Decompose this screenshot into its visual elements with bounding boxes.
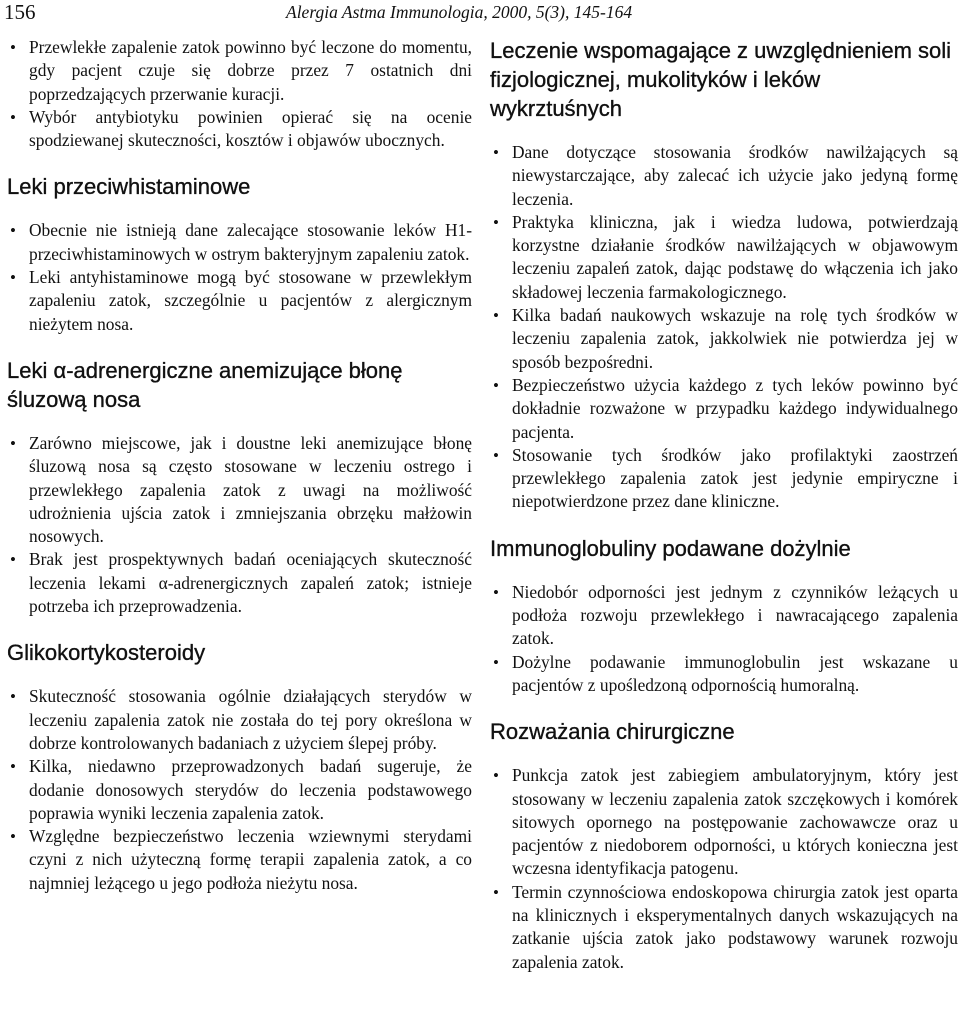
bullet-icon: • [10, 687, 16, 707]
surgical-list [490, 764, 958, 974]
section-heading-decongestants: Leki α-adrenergiczne anemizujące błonę śluzową nosa [7, 357, 403, 412]
left-column [7, 36, 472, 895]
list-item: • Praktyka kliniczna, jak i wiedza ludowa, potwierdzają korzystne działanie środków nawilżających w objawowym leczeniu zapaleń zatok, dając podstawę do włączenia ich jako składowej leczenia farmakologicznego. [493, 211, 958, 302]
section-heading-corticosteroids: Glikokortykosteroidy [7, 640, 206, 666]
bullet-icon: • [493, 212, 499, 232]
list-item: • Kilka badań naukowych wskazuje na rolę tych środków w leczeniu zapalenia zatok, jakkolwiek nie potwierdza jej w sposób bezpośredni. [493, 305, 958, 372]
bullet-icon: • [493, 306, 499, 326]
corticosteroids-list [7, 685, 472, 895]
page-number: 156 [4, 0, 36, 24]
list-item: • Punkcja zatok jest zabiegiem ambulatoryjnym, który jest stosowany w leczeniu zapalenia zatok szczękowych i komórek sitowych opornego na postępowanie zachowawcze oraz u pacjentów z niedoborem odporności, u których konieczna jest wczesna identyfikacja patogenu. [493, 765, 958, 879]
list-item: • Zarówno miejscowe, jak i doustne leki anemizujące błonę śluzową nosa są często stosowane w leczeniu ostrego i przewlekłego zapalenia zatok z uwagi na możliwość udrożnienia ujścia zatok i zmniejszania obrzęku małżowin nosowych. [10, 432, 472, 547]
bullet-icon: • [493, 652, 499, 672]
right-column [490, 36, 958, 974]
immunoglobulins-list [490, 581, 958, 697]
list-item: • Stosowanie tych środków jako profilaktyki zaostrzeń przewlekłego zapalenia zatok jest jedynie empiryczne i niepotwierdzone przez dane kliniczne. [493, 444, 958, 512]
intro-list [7, 36, 472, 152]
running-head: Alergia Astma Immunologia, 2000, 5(3), 145-164 [286, 2, 633, 22]
list-item: • Bezpieczeństwo użycia każdego z tych leków powinno być dokładnie rozważone w przypadku każdego indywidualnego pacjenta. [493, 374, 958, 442]
list-item: • Skuteczność stosowania ogólnie działających sterydów w leczeniu zapalenia zatok nie została do tej pory określona w dobrze kontrolowanych badaniach z użyciem ślepej próby. [10, 686, 472, 753]
decongestants-list [7, 432, 472, 618]
list-item: • Dożylne podawanie immunoglobulin jest wskazane u pacjentów z upośledzoną odpornością humoralną. [493, 651, 958, 695]
bullet-icon: • [493, 143, 499, 162]
list-item: • Niedobór odporności jest jednym z czynników leżących u podłoża rozwoju przewlekłego i nawracającego zapalenia zatok. [493, 581, 958, 649]
section-heading-surgical: Rozważania chirurgiczne [490, 719, 735, 745]
section-heading-antihistamines: Leki przeciwhistaminowe [7, 174, 251, 200]
list-item: • Leki antyhistaminowe mogą być stosowane w przewlekłym zapaleniu zatok, szczególnie u pacjentów z alergicznym nieżytem nosa. [10, 267, 472, 334]
bullet-icon: • [10, 221, 16, 241]
bullet-icon: • [10, 757, 16, 777]
bullet-icon: • [493, 766, 499, 786]
bullet-icon: • [493, 582, 499, 602]
bullet-icon: • [493, 445, 499, 465]
bullet-icon: • [10, 107, 16, 127]
list-item: • Termin czynnościowa endoskopowa chirurgia zatok jest oparta na klinicznych i eksperymentalnych danych wskazujących na zatkanie ujścia zatok jako podstawowy warunek rozwoju zapalenia zatok. [493, 881, 958, 972]
bullet-icon: • [10, 38, 16, 57]
section-heading-supportive: Leczenie wspomagające z uwzględnieniem soli fizjologicznej, mukolityków i leków wykrztuśnych [490, 38, 952, 121]
bullet-icon: • [10, 827, 16, 847]
list-item: • Przewlekłe zapalenie zatok powinno być leczone do momentu, gdy pacjent czuje się dobrze przez 7 ostatnich dni poprzedzających przerwanie kuracji. [10, 37, 472, 104]
list-item: • Wybór antybiotyku powinien opierać się na ocenie spodziewanej skuteczności, kosztów i objawów ubocznych. [10, 106, 472, 151]
list-item: • Obecnie nie istnieją dane zalecające stosowanie leków H1-przeciwhistaminowych w ostrym bakteryjnym zapaleniu zatok. [10, 220, 472, 264]
list-item: • Względne bezpieczeństwo leczenia wziewnymi sterydami czyni z nich użyteczną formę terapii zapalenia zatok, a co najmniej leżącego u jego podłoża nieżytu nosa. [10, 826, 472, 893]
antihistamines-list [7, 219, 472, 335]
bullet-icon: • [493, 375, 499, 395]
bullet-icon: • [10, 550, 16, 570]
bullet-icon: • [493, 882, 499, 902]
list-item: • Dane dotyczące stosowania środków nawilżających są niewystarczające, aby zalecać ich użycie jako jedyną formę leczenia. [493, 142, 958, 209]
supportive-list [490, 141, 958, 514]
list-item: • Kilka, niedawno przeprowadzonych badań sugeruje, że dodanie donosowych sterydów do leczenia podstawowego poprawia wyniki leczenia zapalenia zatok. [10, 756, 472, 823]
list-item: • Brak jest prospektywnych badań oceniających skuteczność leczenia lekami α-adrenergicznych zapaleń zatok; istnieje potrzeba ich przeprowadzenia. [10, 549, 472, 617]
section-heading-immunoglobulins: Immunoglobuliny podawane dożylnie [490, 535, 851, 561]
bullet-icon: • [10, 268, 16, 288]
bullet-icon: • [10, 433, 16, 453]
